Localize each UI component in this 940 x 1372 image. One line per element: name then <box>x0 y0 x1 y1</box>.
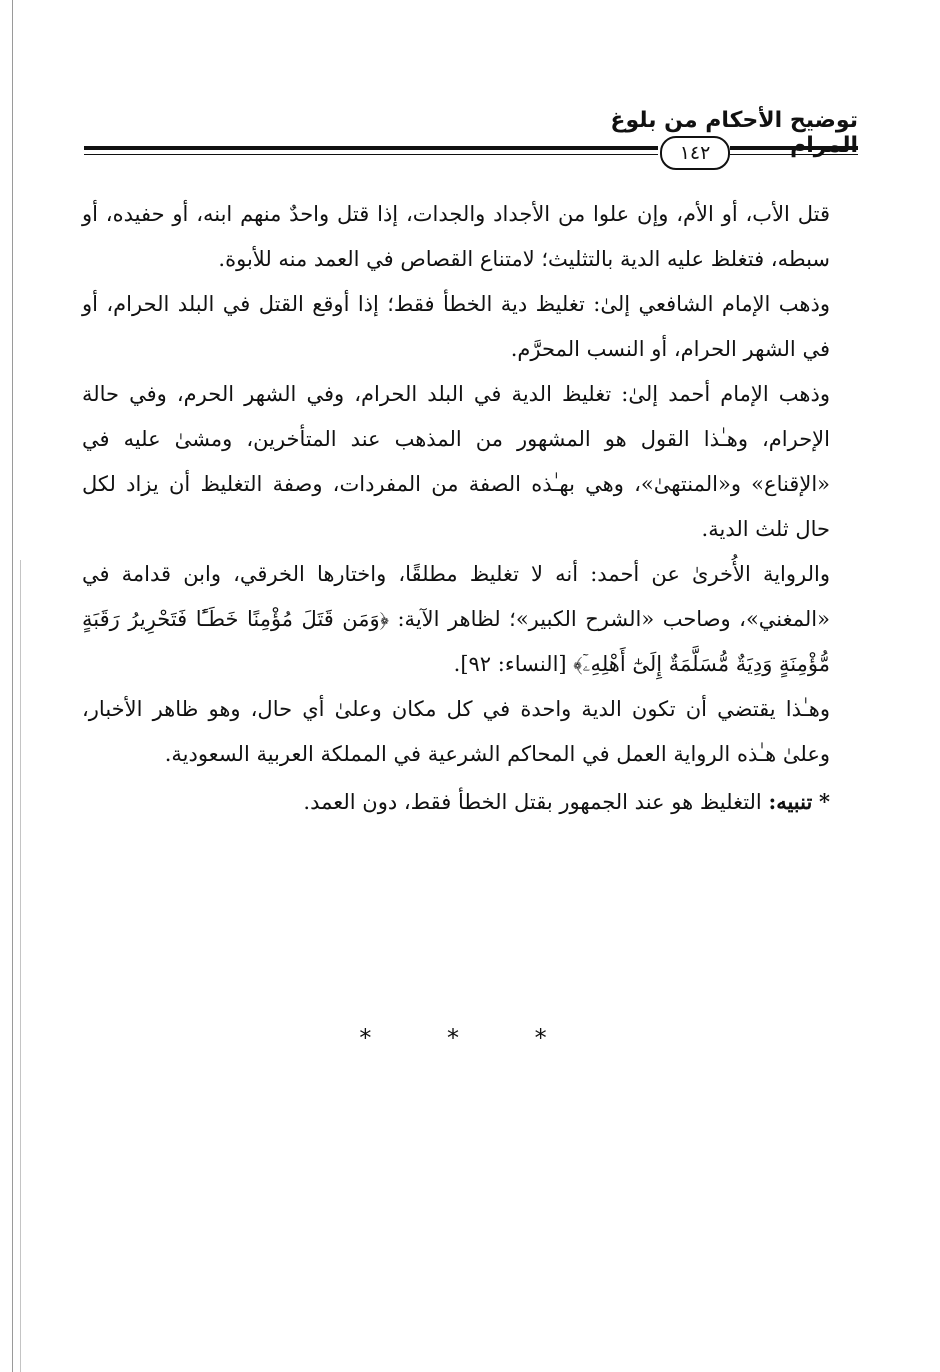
paragraph-5: وهـٰذا يقتضي أن تكون الدية واحدة في كل مكان وعلىٰ أي حال، وهو ظاهر الأخبار، وعلىٰ هـٰذه الرواية العمل في المحاكم الشرعية في المملكة العربية السعودية. <box>82 697 830 766</box>
note-label: تنبيه: <box>768 789 813 814</box>
header-rule-thick-left <box>84 146 658 150</box>
paragraph-3: وذهب الإمام أحمد إلىٰ: تغليظ الدية في البلد الحرام، وفي الشهر الحرم، وفي حالة الإحرام، وهـٰذا القول هو المشهور من المذهب عند المتأخرين، ومشىٰ عليه في «الإقناع» و«المنتهىٰ»، وهي بهـٰذه الصفة من المفردات، وصفة التغليظ أن يزاد لكل حال ثلث الدية. <box>82 382 830 541</box>
paragraph-2: وذهب الإمام الشافعي إلىٰ: تغليظ دية الخطأ فقط؛ إذا أوقع القتل في البلد الحرام، أو في الشهر الحرام، أو النسب المحرَّم. <box>82 292 830 361</box>
paragraph-1: قتل الأب، أو الأم، وإن علوا من الأجداد والجدات، إذا قتل واحدٌ منهم ابنه، أو حفيده، أو سبطه، فتغلظ عليه الدية بالتثليث؛ لامتناع القصاص في العمد منه للأبوة. <box>82 202 830 271</box>
note-text: التغليظ هو عند الجمهور بقتل الخطأ فقط، دون العمد. <box>303 790 769 814</box>
header-rule-thick-right <box>730 146 858 150</box>
book-title: توضيح الأحكام من بلوغ <box>610 108 858 133</box>
header-rule-thin-left <box>84 154 658 155</box>
scan-margin-line <box>12 0 13 1372</box>
header-rule-thin-right <box>730 154 858 155</box>
page-number: ١٤٢ <box>660 136 730 170</box>
scan-margin-line-inner <box>20 560 21 1372</box>
section-end-ornament: * * * <box>359 1024 581 1052</box>
note-asterisk: * <box>819 789 830 814</box>
page-body <box>82 192 830 825</box>
note <box>82 779 830 825</box>
paragraph-4: والرواية الأُخرىٰ عن أحمد: أنه لا تغليظ مطلقًا، واختارها الخرقي، وابن قدامة في «المغني»، وصاحب «الشرح الكبير»؛ لظاهر الآية: ﴿وَمَن قَتَلَ مُؤْمِنًا خَطَـًٔا فَتَحْرِيرُ رَقَبَةٍ مُّؤْمِنَةٍ وَدِيَةٌ مُّسَلَّمَةٌ إِلَىٰٓ أَهْلِهِۦٓ﴾ [النساء: ٩٢]. <box>82 562 830 676</box>
